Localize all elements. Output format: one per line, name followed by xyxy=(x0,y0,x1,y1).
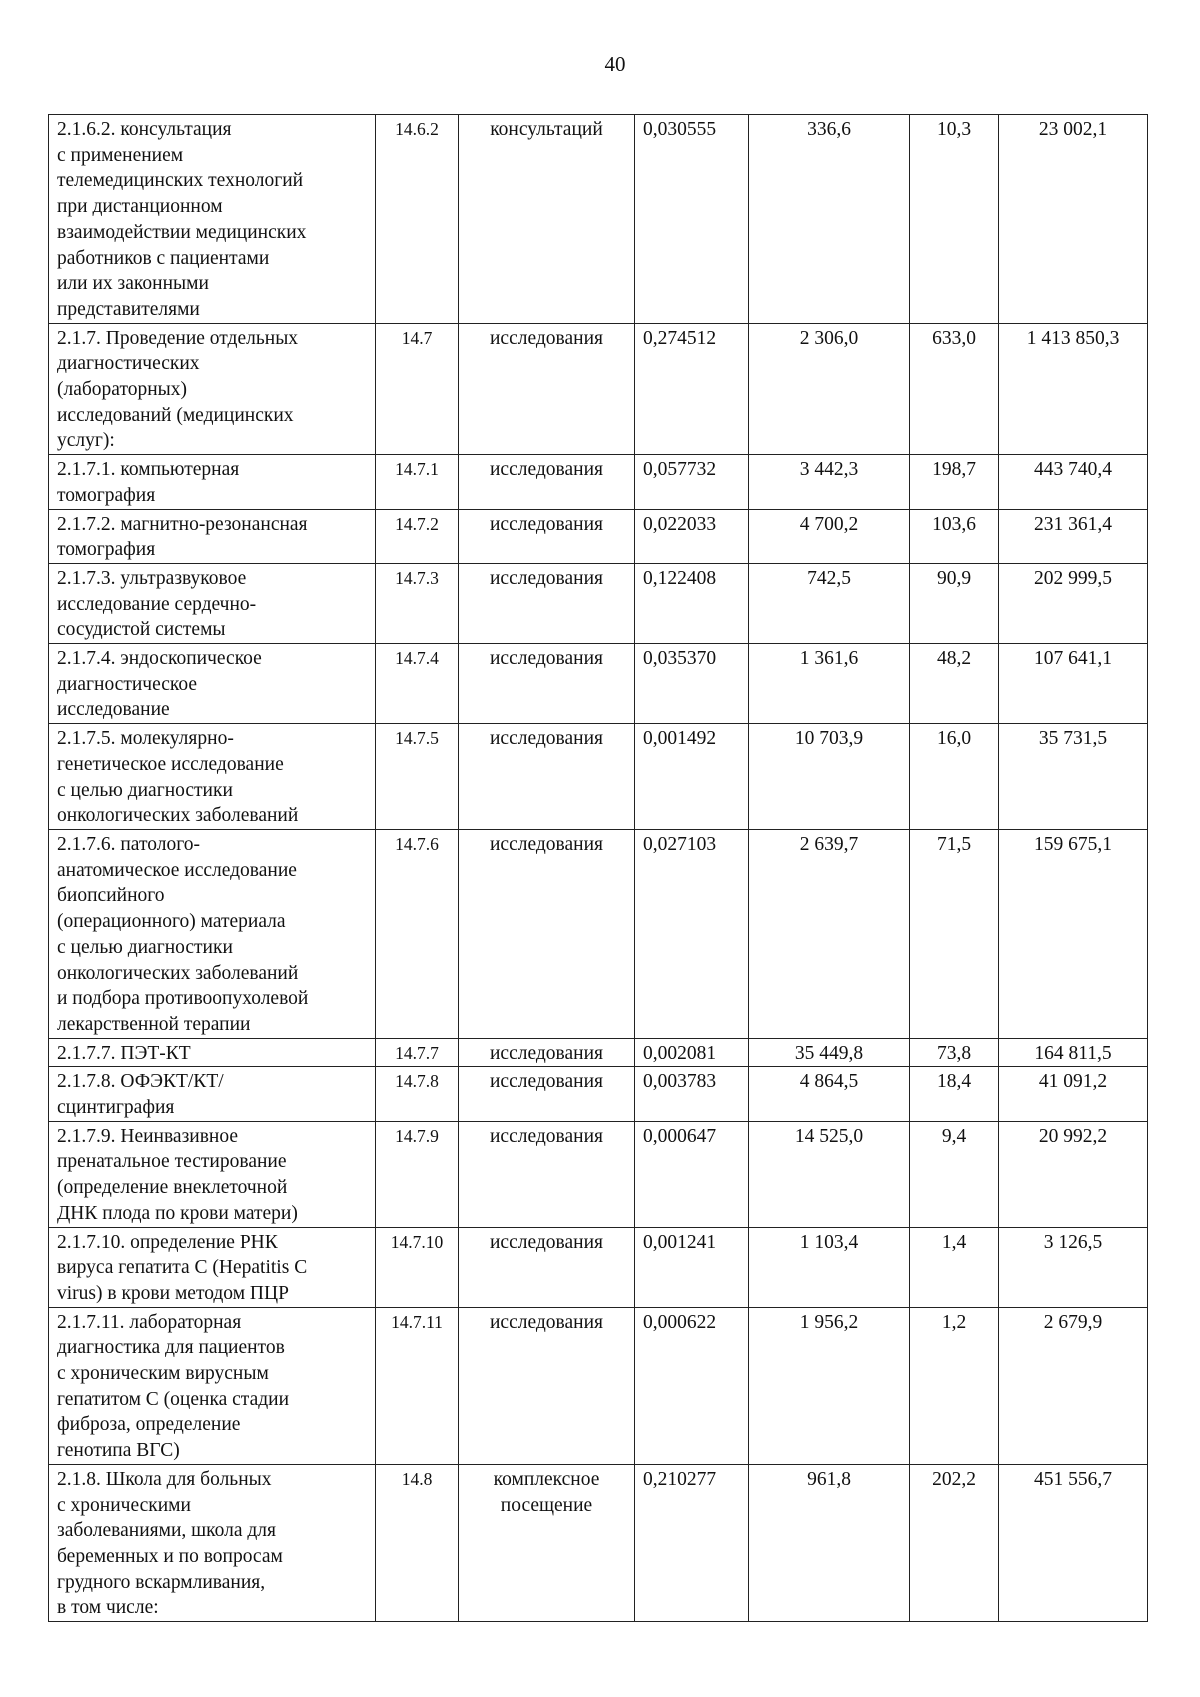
table-row xyxy=(49,563,1148,643)
unit-text: исследования xyxy=(490,327,603,349)
table-row xyxy=(49,455,1148,509)
norm-cell: 0,035370 xyxy=(635,644,749,724)
code-cell: 14.6.2 xyxy=(376,115,459,324)
total-cell: 159 675,1 xyxy=(999,829,1148,1038)
cost-cell: 10 703,9 xyxy=(749,724,910,830)
total-cell: 1 413 850,3 xyxy=(999,323,1148,455)
per-capita-cell: 16,0 xyxy=(910,724,999,830)
unit-text: исследования xyxy=(490,1071,603,1093)
service-name: 2.1.8. Школа для больных с хроническими заболеваниями, школа для беременных и по вопросам грудного вскармливания, в том числе: xyxy=(57,1468,283,1619)
table-row xyxy=(49,323,1148,455)
cost-cell: 35 449,8 xyxy=(749,1038,910,1067)
table-row xyxy=(49,1464,1148,1621)
unit-text: исследования xyxy=(490,1042,603,1064)
service-name-cell xyxy=(49,644,376,724)
code-cell: 14.7.3 xyxy=(376,563,459,643)
service-name: 2.1.7.4. эндоскопическое диагностическое исследование xyxy=(57,648,262,721)
cost-cell: 742,5 xyxy=(749,563,910,643)
unit-text: исследования xyxy=(490,513,603,535)
unit-cell xyxy=(459,1464,635,1621)
norm-cell: 0,000622 xyxy=(635,1307,749,1464)
cost-cell: 14 525,0 xyxy=(749,1121,910,1227)
per-capita-cell: 10,3 xyxy=(910,115,999,324)
unit-cell xyxy=(459,724,635,830)
unit-cell xyxy=(459,644,635,724)
cost-cell: 1 956,2 xyxy=(749,1307,910,1464)
cost-cell: 4 864,5 xyxy=(749,1067,910,1121)
cost-cell: 1 361,6 xyxy=(749,644,910,724)
cost-cell: 4 700,2 xyxy=(749,509,910,563)
code-cell: 14.7.8 xyxy=(376,1067,459,1121)
service-name: 2.1.7.2. магнитно-резонансная томография xyxy=(57,513,308,561)
unit-cell xyxy=(459,1067,635,1121)
service-name-cell xyxy=(49,509,376,563)
service-name: 2.1.7.5. молекулярно- генетическое исследование с целью диагностики онкологических заболеваний xyxy=(57,728,299,827)
table-row xyxy=(49,724,1148,830)
total-cell: 41 091,2 xyxy=(999,1067,1148,1121)
norm-cell: 0,001492 xyxy=(635,724,749,830)
code-cell: 14.7 xyxy=(376,323,459,455)
service-name-cell xyxy=(49,115,376,324)
unit-text: комплексное посещение xyxy=(493,1468,600,1516)
service-name-cell xyxy=(49,323,376,455)
service-name-cell xyxy=(49,455,376,509)
code-cell: 14.8 xyxy=(376,1464,459,1621)
per-capita-cell: 48,2 xyxy=(910,644,999,724)
service-name: 2.1.6.2. консультация с применением телемедицинских технологий при дистанционном взаимодействии медицинских работников с пациентами или их законными представителями xyxy=(57,119,307,320)
total-cell: 23 002,1 xyxy=(999,115,1148,324)
service-name-cell xyxy=(49,829,376,1038)
page-number: 40 xyxy=(604,52,626,76)
service-name: 2.1.7.3. ультразвуковое исследование сердечно- сосудистой системы xyxy=(57,567,257,641)
service-name: 2.1.7.10. определение РНК вируса гепатита С (Hepatitis C virus) в крови методом ПЦР xyxy=(57,1231,308,1304)
code-cell: 14.7.6 xyxy=(376,829,459,1038)
norm-cell: 0,057732 xyxy=(635,455,749,509)
code-cell: 14.7.4 xyxy=(376,644,459,724)
per-capita-cell: 202,2 xyxy=(910,1464,999,1621)
cost-cell: 1 103,4 xyxy=(749,1227,910,1307)
unit-cell xyxy=(459,1121,635,1227)
document-table xyxy=(48,114,1148,1622)
per-capita-cell: 18,4 xyxy=(910,1067,999,1121)
per-capita-cell: 71,5 xyxy=(910,829,999,1038)
service-name: 2.1.7.8. ОФЭКТ/КТ/ сцинтиграфия xyxy=(57,1071,224,1119)
total-cell: 443 740,4 xyxy=(999,455,1148,509)
unit-text: исследования xyxy=(490,1125,603,1147)
service-name-cell xyxy=(49,1464,376,1621)
total-cell: 202 999,5 xyxy=(999,563,1148,643)
cost-cell: 2 639,7 xyxy=(749,829,910,1038)
unit-cell xyxy=(459,1227,635,1307)
per-capita-cell: 103,6 xyxy=(910,509,999,563)
table-row xyxy=(49,1307,1148,1464)
unit-cell xyxy=(459,509,635,563)
unit-cell xyxy=(459,1038,635,1067)
total-cell: 3 126,5 xyxy=(999,1227,1148,1307)
unit-cell xyxy=(459,563,635,643)
code-cell: 14.7.5 xyxy=(376,724,459,830)
cost-cell: 336,6 xyxy=(749,115,910,324)
norm-cell: 0,002081 xyxy=(635,1038,749,1067)
per-capita-cell: 198,7 xyxy=(910,455,999,509)
table-row xyxy=(49,1227,1148,1307)
per-capita-cell: 1,2 xyxy=(910,1307,999,1464)
code-cell: 14.7.1 xyxy=(376,455,459,509)
norm-cell: 0,030555 xyxy=(635,115,749,324)
code-cell: 14.7.2 xyxy=(376,509,459,563)
total-cell: 107 641,1 xyxy=(999,644,1148,724)
service-name: 2.1.7.11. лабораторная диагностика для пациентов с хроническим вирусным гепатитом С (оценка стадии фиброза, определение генотипа ВГС) xyxy=(57,1311,290,1462)
total-cell: 231 361,4 xyxy=(999,509,1148,563)
service-name-cell xyxy=(49,1038,376,1067)
per-capita-cell: 73,8 xyxy=(910,1038,999,1067)
unit-text: исследования xyxy=(490,833,603,855)
norm-cell: 0,210277 xyxy=(635,1464,749,1621)
total-cell: 20 992,2 xyxy=(999,1121,1148,1227)
unit-cell xyxy=(459,829,635,1038)
norm-cell: 0,122408 xyxy=(635,563,749,643)
service-name-cell xyxy=(49,1227,376,1307)
code-cell: 14.7.10 xyxy=(376,1227,459,1307)
per-capita-cell: 9,4 xyxy=(910,1121,999,1227)
code-cell: 14.7.7 xyxy=(376,1038,459,1067)
norm-cell: 0,001241 xyxy=(635,1227,749,1307)
unit-text: исследования xyxy=(490,1231,603,1253)
norm-cell: 0,022033 xyxy=(635,509,749,563)
norm-cell: 0,027103 xyxy=(635,829,749,1038)
unit-cell xyxy=(459,115,635,324)
norm-cell: 0,274512 xyxy=(635,323,749,455)
unit-cell xyxy=(459,1307,635,1464)
service-name: 2.1.7.1. компьютерная томография xyxy=(57,459,240,506)
unit-cell xyxy=(459,455,635,509)
unit-text: исследования xyxy=(490,459,603,481)
unit-text: исследования xyxy=(490,728,603,750)
cost-cell: 961,8 xyxy=(749,1464,910,1621)
service-name: 2.1.7.6. патолого- анатомическое исследование биопсийного (операционного) материала с целью диагностики онкологических заболеваний и подбора противоопухолевой лекарственной терапии xyxy=(57,833,309,1035)
per-capita-cell: 1,4 xyxy=(910,1227,999,1307)
service-name: 2.1.7.7. ПЭТ-КТ xyxy=(57,1042,191,1064)
unit-text: консультаций xyxy=(490,119,603,140)
norm-cell: 0,000647 xyxy=(635,1121,749,1227)
table-row xyxy=(49,509,1148,563)
unit-text: исследования xyxy=(490,567,603,589)
total-cell: 2 679,9 xyxy=(999,1307,1148,1464)
per-capita-cell: 633,0 xyxy=(910,323,999,455)
service-name-cell xyxy=(49,563,376,643)
unit-text: исследования xyxy=(490,648,603,670)
service-name: 2.1.7. Проведение отдельных диагностических (лабораторных) исследований (медицинских услуг): xyxy=(57,327,299,452)
table-row xyxy=(49,1038,1148,1067)
unit-cell xyxy=(459,323,635,455)
unit-text: исследования xyxy=(490,1311,603,1333)
service-name-cell xyxy=(49,1067,376,1121)
table-row xyxy=(49,1121,1148,1227)
cost-cell: 3 442,3 xyxy=(749,455,910,509)
service-name: 2.1.7.9. Неинвазивное пренатальное тестирование (определение внеклеточной ДНК плода по крови матери) xyxy=(57,1125,298,1224)
table-row xyxy=(49,1067,1148,1121)
total-cell: 164 811,5 xyxy=(999,1038,1148,1067)
service-name-cell xyxy=(49,1121,376,1227)
norm-cell: 0,003783 xyxy=(635,1067,749,1121)
total-cell: 451 556,7 xyxy=(999,1464,1148,1621)
service-name-cell xyxy=(49,724,376,830)
service-name-cell xyxy=(49,1307,376,1464)
table-row xyxy=(49,115,1148,324)
cost-cell: 2 306,0 xyxy=(749,323,910,455)
per-capita-cell: 90,9 xyxy=(910,563,999,643)
code-cell: 14.7.11 xyxy=(376,1307,459,1464)
table-row xyxy=(49,644,1148,724)
table-row xyxy=(49,829,1148,1038)
total-cell: 35 731,5 xyxy=(999,724,1148,830)
code-cell: 14.7.9 xyxy=(376,1121,459,1227)
